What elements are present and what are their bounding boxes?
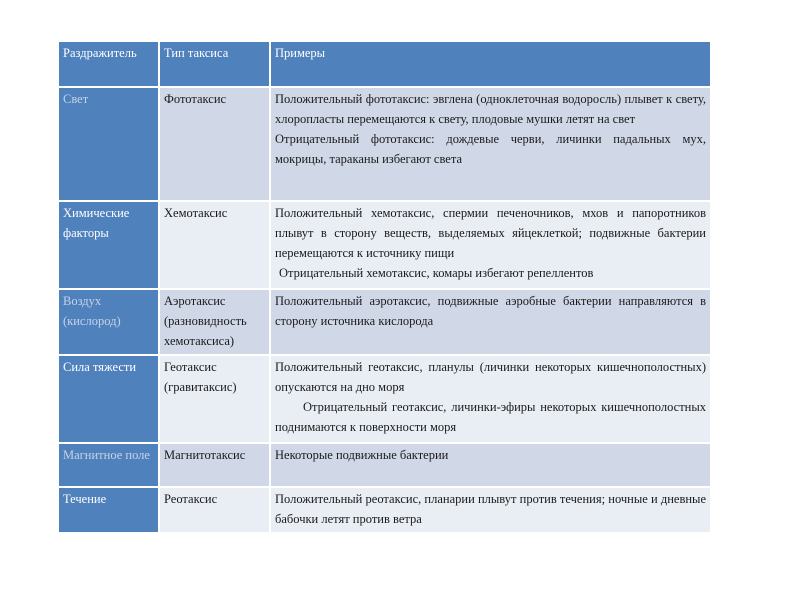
taxis-type-cell: Магнитотаксис xyxy=(160,444,271,488)
taxis-type-cell: Геотаксис (гравитаксис) xyxy=(160,356,271,444)
header-stimulus: Раздражитель xyxy=(59,42,160,88)
examples-cell xyxy=(271,202,710,290)
stimulus-cell: Сила тяжести xyxy=(59,356,160,444)
example-text: Отрицательный хемотаксис, комары избегают репеллентов xyxy=(279,266,594,280)
example-text: Положительный фототаксис: эвглена (одноклеточная водоросль) плывет к свету, хлоропласты перемещаются к свету, плодовые мушки летят на свет xyxy=(275,92,706,126)
stimulus-cell: Воздух (кислород) xyxy=(59,290,160,356)
example-text: Положительный аэротаксис, подвижные аэробные бактерии направляются в сторону источника кислорода xyxy=(275,294,706,328)
header-examples: Примеры xyxy=(271,42,710,88)
example-text: Положительный геотаксис, планулы (личинки некоторых кишечнополостных) опускаются на дно моря xyxy=(275,360,706,394)
examples-cell xyxy=(271,290,710,356)
taxis-type-cell: Реотаксис xyxy=(160,488,271,534)
taxis-type-cell: Фототаксис xyxy=(160,88,271,202)
stimulus-cell: Свет xyxy=(59,88,160,202)
taxis-type-cell: Хемотаксис xyxy=(160,202,271,290)
stimulus-cell: Магнитное поле xyxy=(59,444,160,488)
header-taxis-type: Тип таксиса xyxy=(160,42,271,88)
table-row xyxy=(59,356,710,444)
taxis-type-cell: Аэротаксис (разновидность хемотаксиса) xyxy=(160,290,271,356)
example-text: Отрицательный фототаксис: дождевые черви, личинки падальных мух, мокрицы, тараканы избегают света xyxy=(275,132,706,166)
table-row xyxy=(59,444,710,488)
example-text: Некоторые подвижные бактерии xyxy=(275,448,449,462)
stimulus-cell: Химические факторы xyxy=(59,202,160,290)
examples-cell xyxy=(271,488,710,534)
stimulus-cell: Течение xyxy=(59,488,160,534)
examples-cell xyxy=(271,444,710,488)
examples-cell xyxy=(271,88,710,202)
table-row xyxy=(59,290,710,356)
example-text: Положительный реотаксис, планарии плывут против течения; ночные и дневные бабочки летят против ветра xyxy=(275,492,706,526)
example-text: Положительный хемотаксис, спермии печеночников, мхов и папоротников плывут в сторону веществ, выделяемых яйцеклеткой; подвижные бактерии перемещаются к источнику пищи xyxy=(275,206,706,260)
examples-cell xyxy=(271,356,710,444)
taxis-table xyxy=(59,42,710,534)
table-row xyxy=(59,488,710,534)
table-row xyxy=(59,88,710,202)
example-text: Отрицательный геотаксис, личинки-эфиры некоторых кишечнополостных поднимаются к поверхности моря xyxy=(275,400,706,434)
header-row xyxy=(59,42,710,88)
table-row xyxy=(59,202,710,290)
